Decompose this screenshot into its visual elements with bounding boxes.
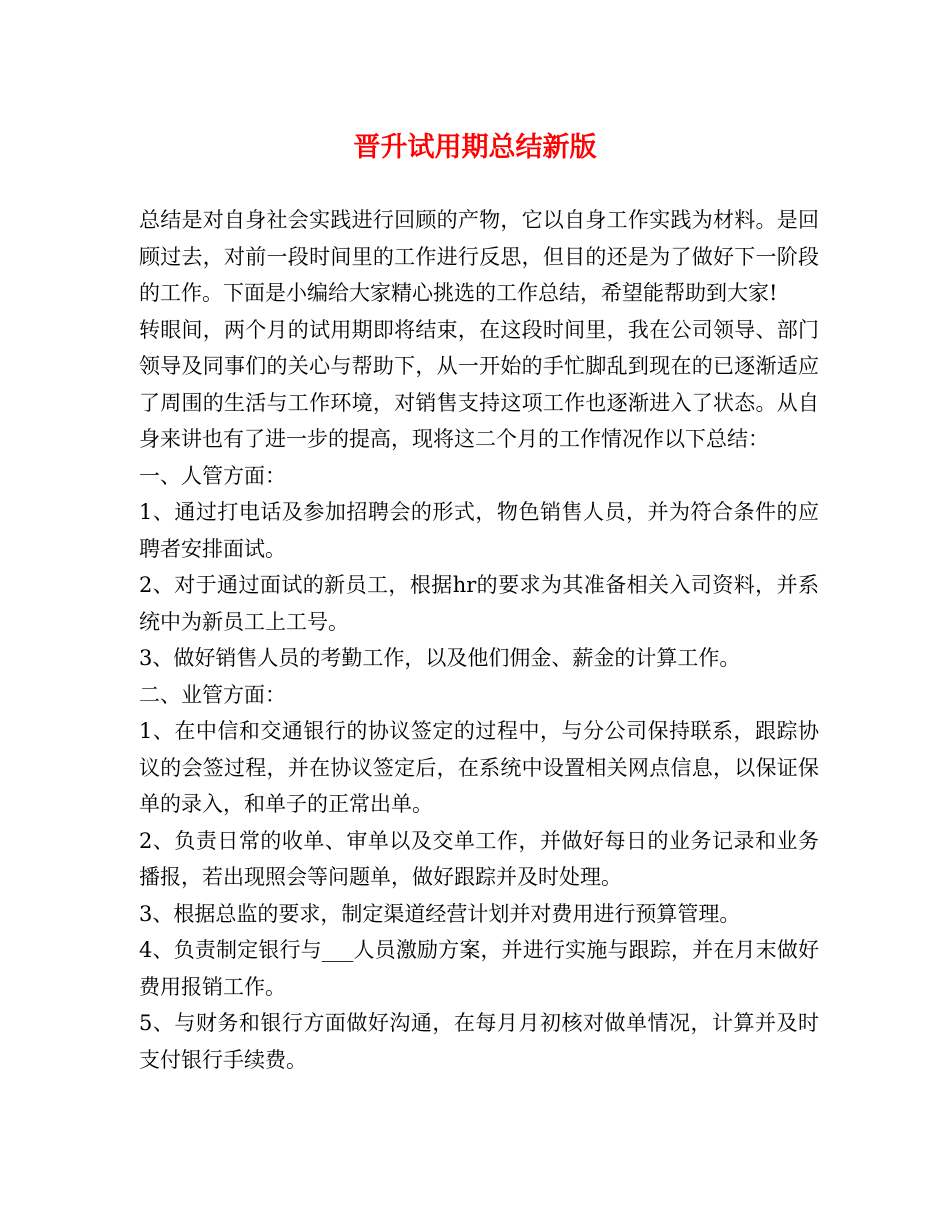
section-heading-personnel: 一、人管方面： <box>139 463 286 488</box>
business-item-3: 3、根据总监的要求，制定渠道经营计划并对费用进行预算管理。 <box>139 901 741 926</box>
summary-paragraph: 转眼间，两个月的试用期即将结束，在这段时间里，我在公司领导、部门领导及同事们的关心与帮助下，从一开始的手忙脚乱到现在的已逐渐适应了周围的生活与工作环境，对销售支持这项工作也逐渐进入了状态。从自身来讲也有了进一步的提高，现将这二个月的工作情况作以下总结： <box>139 317 819 451</box>
personnel-item-1: 1、通过打电话及参加招聘会的形式，物色销售人员，并为符合条件的应聘者安排面试。 <box>139 500 819 561</box>
personnel-item-2: 2、对于通过面试的新员工，根据hr的要求为其准备相关入司资料，并系统中为新员工上工号。 <box>139 573 819 634</box>
document-title: 晋升试用期总结新版 <box>353 132 597 163</box>
personnel-item-3: 3、做好销售人员的考勤工作，以及他们佣金、薪金的计算工作。 <box>139 646 741 670</box>
business-item-1: 1、在中信和交通银行的协议签定的过程中，与分公司保持联系，跟踪协议的会签过程，并在协议签定后，在系统中设置相关网点信息，以保证保单的录入，和单子的正常出单。 <box>139 719 819 816</box>
business-item-4: 4、负责制定银行与___人员激励方案，并进行实施与跟踪，并在月末做好费用报销工作。 <box>139 938 819 999</box>
document-body <box>139 202 819 1078</box>
business-item-5: 5、与财务和银行方面做好沟通，在每月月初核对做单情况，计算并及时支付银行手续费。 <box>139 1011 819 1072</box>
intro-paragraph: 总结是对自身社会实践进行回顾的产物，它以自身工作实践为材料。是回顾过去，对前一段时间里的工作进行反思，但目的还是为了做好下一阶段的工作。下面是小编给大家精心挑选的工作总结，希望能帮助到大家! <box>139 208 819 305</box>
section-heading-business: 二、业管方面： <box>139 682 286 707</box>
business-item-2: 2、负责日常的收单、审单以及交单工作，并做好每日的业务记录和业务播报，若出现照会等问题单，做好跟踪并及时处理。 <box>139 828 819 889</box>
